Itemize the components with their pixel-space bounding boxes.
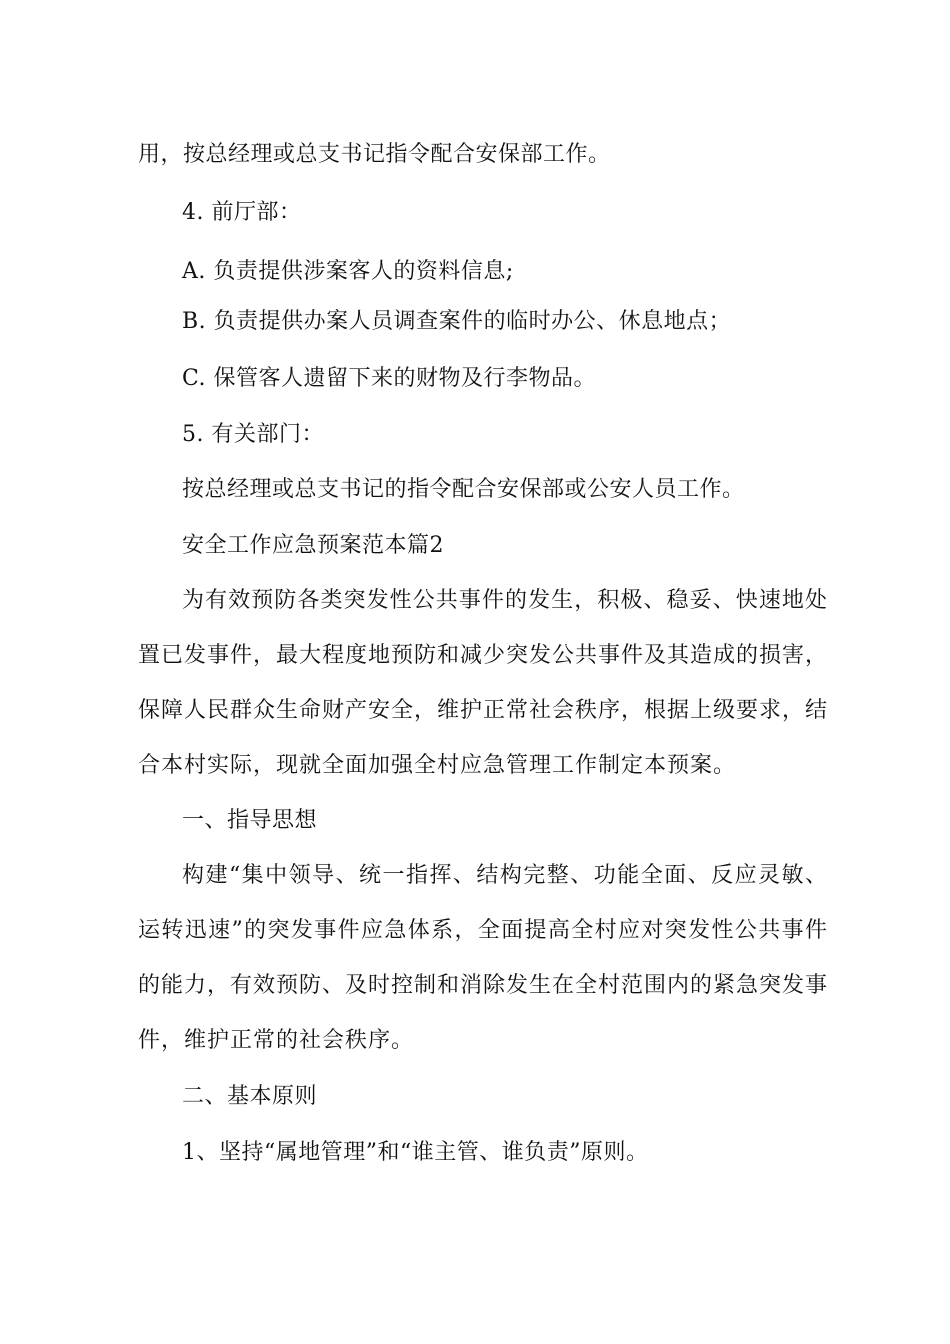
paragraph: 为有效预防各类突发性公共事件的发生，积极、稳妥、快速地处置已发事件，最大程度地预防和减少突发公共事件及其造成的损害，保障人民群众生命财产安全，维护正常社会秩序，根据上级要求，结合本村实际，现就全面加强全村应急管理工作制定本预案。	[138, 588, 829, 778]
list-item: A. 负责提供涉案客人的资料信息;	[182, 259, 514, 284]
text-line: 用，按总经理或总支书记指令配合安保部工作。	[138, 142, 611, 167]
list-item: B. 负责提供办案人员调查案件的临时办公、休息地点；	[182, 309, 732, 334]
text-line: 1、坚持“属地管理”和“谁主管、谁负责”原则。	[182, 1140, 649, 1165]
paragraph: 构建“集中领导、统一指挥、结构完整、功能全面、反应灵敏、运转迅速”的突发事件应急体系，全面提高全村应对突发性公共事件的能力，有效预防、及时控制和消除发生在全村范围内的紧急突发事件，维护正常的社会秩序。	[138, 863, 829, 1053]
article-title: 安全工作应急预案范本篇2	[182, 533, 444, 558]
section-heading: 5. 有关部门：	[182, 422, 324, 447]
section-heading: 二、基本原则	[182, 1084, 318, 1109]
text-line: 按总经理或总支书记的指令配合安保部或公安人员工作。	[182, 477, 745, 502]
section-heading: 一、指导思想	[182, 808, 318, 833]
list-item: C. 保管客人遗留下来的财物及行李物品。	[182, 366, 597, 391]
section-heading: 4. 前厅部：	[182, 200, 302, 225]
